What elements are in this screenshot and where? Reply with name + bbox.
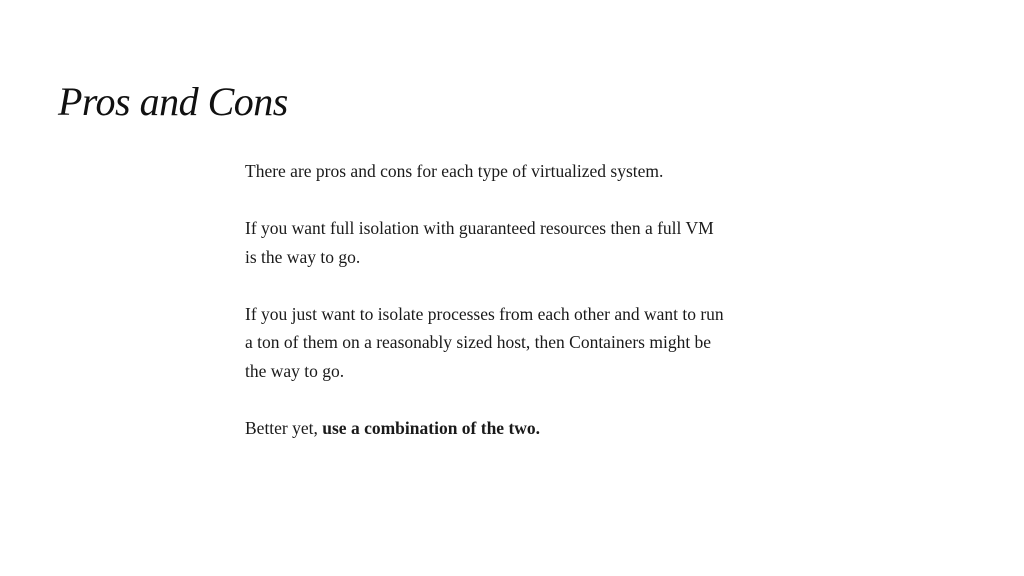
paragraph-containers: [245, 300, 825, 386]
text-line: the way to go.: [245, 360, 345, 381]
paragraph-conclusion: [245, 414, 825, 443]
text-line: If you just want to isolate processes from each other and want to run: [245, 303, 724, 324]
slide-body: [245, 157, 825, 442]
paragraph-intro: [245, 157, 825, 186]
text-line: There are pros and cons for each type of virtualized system.: [245, 161, 664, 181]
text-line: If you want full isolation with guaranteed resources then a full VM: [245, 218, 714, 238]
conclusion-line: [245, 414, 825, 443]
text-line: is the way to go.: [245, 246, 361, 267]
slide-title: Pros and Cons: [58, 79, 288, 124]
paragraph-full-vm: [245, 214, 825, 271]
text-line: a ton of them on a reasonably sized host, then Containers might be: [245, 332, 712, 352]
conclusion-lead: Better yet,: [245, 417, 323, 438]
conclusion-emphasis: use a combination of the two.: [322, 417, 541, 438]
